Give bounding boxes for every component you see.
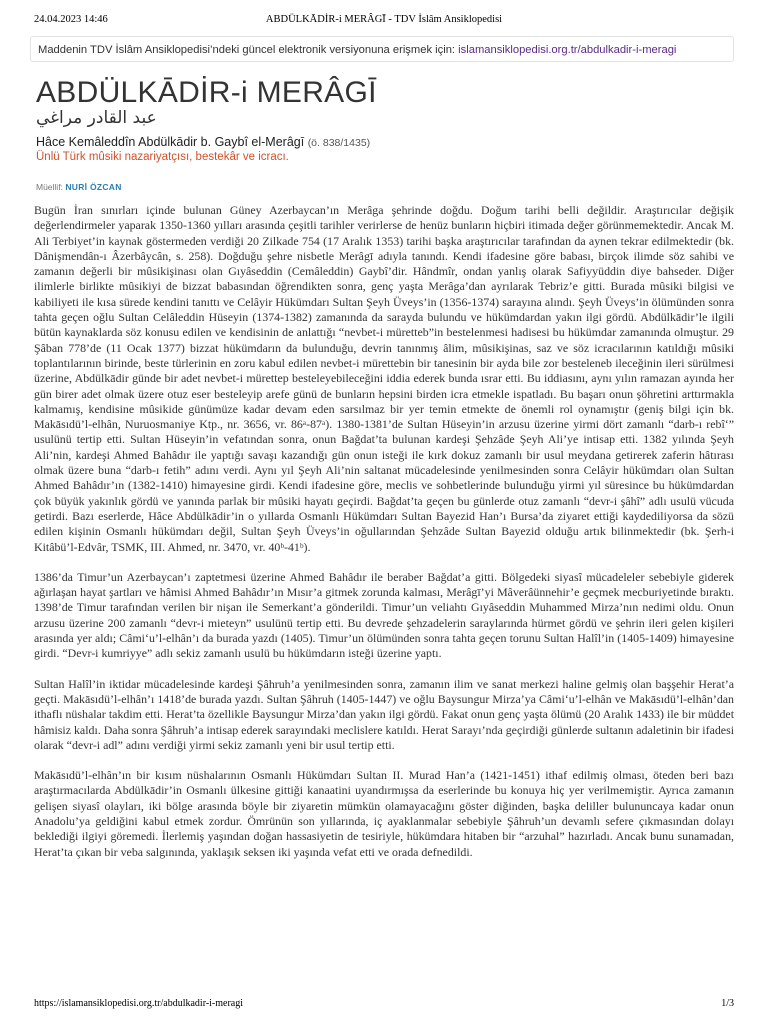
body-paragraph-3: Sultan Halîl’in iktidar mücadelesinde kardeşi Şâhruh’a yenilmesinden sonra, zamanın ilim ve sanat merkezi haline gelmiş olan başşehir Herat’a geçti. Makāsıdü’l-elhân’ı 1418’de burada yazdı. Sultan Şâhruh (1405-1447) ve oğlu Baysungur Mirza’ya Câmi‘u’l-elhân ve Makāsıdü’l-elhân’dan ithaflı nüshalar takdim etti. Herat’ta özellikle Baysungur Mirza’dan yakın ilgi gördü. Fakat onun genç yaşta ölümü (20 Aralık 1433) ile bir müddet hâmisiz kaldı. Daha sonra Şâhruh’a intisap ederek sarayındaki meclislere katıldı. Herat Sarayı’nda geçirdiği günlerde sultanın adaletinin bir ifadesi olarak “devr-i adl” adını verdiği yirmi sekiz zamanlı yeni bir usul tertip etti. [34, 676, 734, 752]
article-summary: Ünlü Türk mûsiki nazariyatçısı, bestekâr ve icracı. [36, 151, 289, 163]
print-footer [34, 998, 734, 1012]
death-date: (ö. 838/1435) [307, 137, 371, 149]
print-header [34, 14, 734, 28]
full-name [36, 135, 370, 149]
author-link[interactable]: NURİ ÖZCAN [65, 182, 122, 192]
electronic-version-link[interactable]: islamansiklopedisi.org.tr/abdulkadir-i-meragi [458, 44, 677, 56]
body-paragraph-4: Makāsıdü’l-elhân’ın bir kısım nüshalarının Osmanlı Hükümdarı Sultan II. Murad Han’a (1421-1451) ithaf edilmiş olması, öteden beri bazı araştırmacılarda Abdülkādir’in Osmanlı ülkesine gittiği kanaatini uyandırmışsa da eserlerinde bu konuya hiç yer verilmemiştir. Ayrıca zamanın gelişen siyasî olayları, iki bölge arasında böyle bir ziyaretin mümkün olamayacağını göster diğinden, başka deliller bulununcaya kadar onun Anadolu’ya geldiğini kabul etmek zordur. Ömrünün son yıllarında, iç ayaklanmalar sebebiyle Şâhruh’un devamlı sefere çıkmasından dolayı beklediği ilgiyi göremedi. İlerlemiş yaşından doğan hassasiyetin de tesiriyle, hükümdara hitaben bir “arzuhal” hazırladı. Ancak bunu sunamadan, Herat’ta çıkan bir veba salgınında, yaklaşık seksen iki yaşında vefat etti ve orada defnedildi. [34, 768, 734, 859]
page-number: 1/3 [721, 998, 734, 1009]
author-line [36, 182, 122, 192]
print-footer-url: https://islamansiklopedisi.org.tr/abdulkadir-i-meragi [34, 998, 244, 1009]
article-title: ABDÜLKĀDİR-i MERÂGĪ [36, 76, 377, 109]
print-page-title: ABDÜLKĀDİR-i MERÂGĪ - TDV İslâm Ansiklopedisi [265, 14, 503, 25]
body-paragraph-1: Bugün İran sınırları içinde bulunan Güney Azerbaycan’ın Merâga şehrinde doğdu. Doğum tarihi belli değildir. Araştırıcılar değişik değerlendirmeler yaparak 1350-1360 yılları arasında çeşitli tarihler verirlerse de henüz bunların hiçbiri itimada değer görünmemektedir. Ancak M. Ali Terbiyet’in kaynak göstermeden verdiği 20 Zilkade 754 (17 Aralık 1353) tarihi başka araştırıcılar tarafından da aynen tekrar edilmektedir (bk. Dânişmendân-ı Âzerbâycân, s. 258). Doğduğu şehre nisbetle Merâgī adıyla tanındı. Kendi ifadesine göre babası, birçok ilimde söz sahibi ve zamanın değerli bir mûsikişinası olan Gıyâseddin (Cemâleddin) Gaybî’dir. Hândmîr, ondan yanlış olarak Safiyyüddin diye bahseder. Diğer ilimlerle birlikte mûsikiyi de bizzat babasından öğrendikten sonra, genç yaşta Merâga’dan ayrılarak Tebriz’e gitti. Burada mûsiki bilgisi ve kabiliyeti ile kısa sürede kendini tanıttı ve Celâyir Hükümdarı Sultan Şeyh Üveys’in (1356-1374) sarayına alındı. Şeyh Üveys’in ölümünden sonra tahta geçen oğlu Sultan Celâleddin Hüseyin (1374-1382) zamanında da sarayda bulundu ve hükümdardan yakın ilgi gördü. Abdülkādir’le ilgili bütün kaynaklarda söz konusu edilen ve kendisinin de anlattığı “nevbet-i müretteb”in bestelenmesi hadisesi bu hükümdar zamanında olmuştur. 29 Şâban 778’de (11 Ocak 1377) bizzat hükümdarın da bulunduğu, devrin tanınmış âlim, mûsikişinas, saz ve söz icracılarının katıldığı mûsiki toplantılarının birinde, beste türlerinin en zoru kabul edilen nevbet-i mürettebin bir tanesinin bir ayda bile zor besteleneb ileceğinin ileri sürülmesi üzerine, Abdülkādir günde bir adet nevbet-i mürettep besteleyebileceğini iddia ederek bunda ısrar etti. Bu iddiasını, aynı yılın ramazan ayında her gün birer adet olmak üzere otuz eser besteleyip arefe günü de bunların hepsini birden icra etmekle ispatladı. Bu başarı onun şöhretini arttırmakla kalmamış, kendisine mûsikide günümüze kadar devam eden sarsılmaz bir yer temin etmekte de önemli rol oynamıştır (geniş bilgi için bk. Makāsıdü’l-elhân, Nuruosmaniye Ktp., nr. 3656, vr. 86ᵃ-87ᵃ). 1380-1381’de Sultan Hüseyin’in arzusu üzerine yirmi dört zamanlı “darb-ı rebî‘” usulünü tertip etti. Sultan Hüseyin’in vefatından sonra, onun Bağdat’ta bulunan kardeşi Şehzâde Şeyh Ali’ye intisap etti. 1382 yılında Şeyh Ali’nin, kardeşi Ahmed Bahâdır ile yaptığı savaşı kazandığı gün onun isteği ile kırk dokuz zamanlı bir usul meydana getirerek zaferin hâtırası olmak üzere buna “darb-ı fetih” adını verdi. Aynı yıl Şeyh Ali’nin saltanat mücadelesinde yenilmesinden sonra Celâyir hükümdarı olan Sultan Ahmed Bahâdır’ın (1382-1410) himayesine girdi. Kendi ifadesine göre, meclis ve sohbetlerinde bulunduğu yirmi yıl süresince bu hükümdardan çok büyük yakınlık gördü ve yanında parlak bir mûsiki hayatı geçirdi. Bağdat’ta geçen bu günlerde otuz zamanlı “devr-i şâhî” adlı usulü vücuda getirdi. Bazı eserlerde, Hâce Abdülkādir’in o yıllarda Osmanlı Hükümdarı Sultan Bayezid Han’ı Bursa’da ziyaret ettiği kaydediliyorsa da sözü edilen kişinin Osmanlı hükümdarı değil, Sultan Şeyh Üveys’in oğullarından Şehzâde Sultan Bayezid olduğu artık bilinmektedir (bk. Şerh-i Kitâbü’l-Edvâr, TSMK, III. Ahmed, nr. 3470, vr. 40ᵇ-41ᵇ). [34, 203, 734, 554]
print-date: 24.04.2023 14:46 [34, 14, 108, 25]
full-name-text: Hâce Kemâleddîn Abdülkādir b. Gaybî el-Merâgī [36, 135, 305, 149]
arabic-title: عبد القادر مراغي [36, 108, 157, 128]
article-body [34, 203, 734, 875]
body-paragraph-2: 1386’da Timur’un Azerbaycan’ı zaptetmesi üzerine Ahmed Bahâdır ile beraber Bağdat’a gitti. Bölgedeki siyasî mücadeleler sebebiyle giderek ağırlaşan hayat şartları ve hâmisi Ahmed Bahâdır’ın Mısır’a gitmek zorunda kalması, Merâgī’yi Mâverâünnehir’e geçmek mecburiyetinde bıraktı. 1398’de Timur tarafından verilen bir nişan ile Semerkant’a gönderildi. Timur’un veliahtı Gıyâseddin Muhammed Mirza’nın nedimi oldu. Onun arzusu üzerine 200 zamanlı “devr-i mieteyn” usulünü tertip etti. Bu devrede şehzadelerin saraylarında hürmet gördü ve şehrin ileri gelen kişileri arasında yer aldı; Câmi‘u’l-elhân’ı da burada yazdı (1405). Timur’un ölümünden sonra tahta geçen torunu Sultan Halîl’in (1405-1409) himayesine girdi. “Devr-i kumriyye” adlı sekiz zamanlı usulü bu hükümdarın isteği üzerine yaptı. [34, 569, 734, 661]
notice-text: Maddenin TDV İslâm Ansiklopedisi’ndeki güncel elektronik versiyonuna erişmek için: [38, 44, 459, 56]
electronic-version-notice [30, 36, 734, 62]
author-label: Müellif: [36, 182, 63, 192]
